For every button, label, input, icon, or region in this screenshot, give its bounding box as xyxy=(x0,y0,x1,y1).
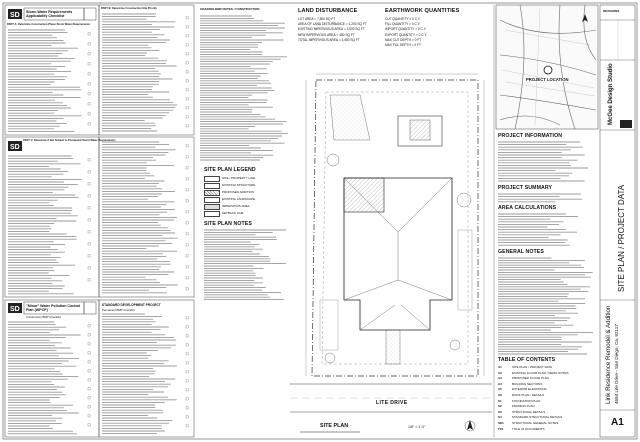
toc-sheet-title: FRAMING PLAN xyxy=(512,404,535,409)
form2-title: "Minor" Water Pollution Control Plan (WPCP) xyxy=(26,304,81,313)
earthwork-line: MAX FILL DEPTH = 0 FT xyxy=(385,43,421,47)
land-disturbance-line: AREA OF LAND DISTURBANCE = 1,200 SQ FT xyxy=(298,22,367,27)
revisions-label: REVISIONS xyxy=(603,9,620,13)
form3-subtitle: Permanent BMP Checklist xyxy=(102,308,135,312)
toc-sheet-title: EXTERIOR ELEVATIONS xyxy=(512,387,547,392)
land-disturbance-line: EXISTING IMPERVIOUS AREA = 3,000 SQ FT xyxy=(298,27,365,32)
plan-scale: 1/8" = 1'-0" xyxy=(408,425,426,429)
toc-sheet-title: SITE PLAN / PROJECT DATA xyxy=(512,365,553,369)
svg-text:SD: SD xyxy=(10,144,20,151)
project-information-title: PROJECT INFORMATION xyxy=(498,133,563,139)
toc-sheet-title: TITLE 24 DOCUMENTS xyxy=(512,426,545,431)
legend-label: SETBACK LINE xyxy=(222,210,244,215)
toc-sheet-title: FOUNDATION PLAN xyxy=(512,398,541,403)
land-disturbance-line: TOTAL IMPERVIOUS AREA = 3,450 SQ FT xyxy=(298,37,360,42)
svg-text:SD: SD xyxy=(10,306,20,313)
earthwork-title: EARTHWORK QUANTITIES xyxy=(385,8,460,14)
land-disturbance-title: LAND DISTURBANCE xyxy=(298,8,358,14)
sheet-title: SITE PLAN / PROJECT DATA xyxy=(617,184,626,292)
form1-section-b: PART B: Determine Construction Site Priority xyxy=(101,7,157,10)
toc-sheet-number: T24 xyxy=(498,426,504,431)
earthwork-line: IMPORT QUANTITY = 0 C.Y. xyxy=(385,27,427,32)
toc-sheet-number: A6 xyxy=(498,393,502,397)
legend-label: EXISTING LANDSCAPE xyxy=(222,196,256,201)
notes-header: GRADING BMP NOTES / CONSTRUCTION xyxy=(200,7,260,11)
plan-title: SITE PLAN xyxy=(320,423,349,429)
site-plan-legend-title: SITE PLAN LEGEND xyxy=(204,167,256,173)
toc-sheet-title: STANDARD STRUCTURAL DETAILS xyxy=(512,415,563,420)
project-name: Link Residence Remodel & Addition xyxy=(605,305,612,404)
legend-label: IMPERVIOUS AREA xyxy=(222,203,250,208)
toc-sheet-number: S2 xyxy=(498,404,502,409)
area-calculations-title: AREA CALCULATIONS xyxy=(498,205,557,211)
sheet-number: A1 xyxy=(611,417,624,428)
form2-subtitle: Construction BMP Checklist xyxy=(26,315,61,319)
legend-label: PROPOSED ADDITION xyxy=(222,189,255,194)
toc-sheet-number: A2 xyxy=(498,370,502,375)
project-summary-title: PROJECT SUMMARY xyxy=(498,185,553,191)
toc-sheet-number: S3 xyxy=(498,409,502,414)
firm-name: McGee Design Studio xyxy=(608,63,614,125)
toc-title: TABLE OF CONTENTS xyxy=(498,357,556,363)
toc-sheet-number: A4 xyxy=(498,381,502,386)
toc-sheet-number: S1 xyxy=(498,398,502,403)
toc-sheet-title: STRUCTURAL DETAILS xyxy=(512,409,546,414)
toc-sheet-number: A1 xyxy=(498,365,502,369)
form1-section-a: PART A: Determine Construction Phase Storm Water Requirements xyxy=(7,23,90,26)
legend-label: EXISTING STRUCTURE xyxy=(222,182,256,187)
form1-section-c: PART C: Determine if Not Subject to Permanent Storm Water Requirements xyxy=(23,139,116,142)
toc-sheet-title: EXISTING FLOOR PLAN / DEMO NOTES xyxy=(512,370,569,375)
toc-sheet-title: BUILDING SECTIONS xyxy=(512,381,543,386)
earthwork-line: EXPORT QUANTITY = 0 C.Y. xyxy=(385,32,428,37)
earthwork-line: MAX CUT DEPTH = 0 FT xyxy=(385,37,422,42)
project-address: 4684 Lite Drive - San Diego, Ca. 92117 xyxy=(614,324,619,404)
toc-sheet-title: PROPOSED FLOOR PLAN xyxy=(512,376,549,381)
land-disturbance-line: LOT AREA = 7,500 SQ FT xyxy=(298,17,336,21)
form1-title: Storm Water Requirements Applicability Checklist xyxy=(26,10,73,19)
land-disturbance-line: NEW IMPERVIOUS AREA = 450 SQ FT xyxy=(298,32,355,37)
general-notes-title: GENERAL NOTES xyxy=(498,249,544,255)
legend-label: SITE / PROPERTY LINE xyxy=(222,175,256,180)
toc-sheet-number: A5 xyxy=(498,387,502,392)
project-location-title: PROJECT LOCATION xyxy=(526,77,569,82)
earthwork-line: CUT QUANTITY = 0 C.Y. xyxy=(385,17,421,21)
earthwork-line: FILL QUANTITY = 0 C.Y. xyxy=(385,22,421,27)
toc-sheet-number: S4 xyxy=(498,415,502,420)
form3-title: STANDARD DEVELOPMENT PROJECT xyxy=(102,303,161,307)
toc-sheet-number: A3 xyxy=(498,376,502,381)
toc-sheet-title: ROOF PLAN / DETAILS xyxy=(512,393,545,397)
svg-text:SD: SD xyxy=(10,12,20,19)
street-label: LITE DRIVE xyxy=(376,400,408,406)
site-plan-notes-title: SITE PLAN NOTES xyxy=(204,221,252,227)
toc-sheet-title: STRUCTURAL GENERAL NOTES xyxy=(512,421,559,425)
toc-sheet-number: SD1 xyxy=(498,421,504,425)
